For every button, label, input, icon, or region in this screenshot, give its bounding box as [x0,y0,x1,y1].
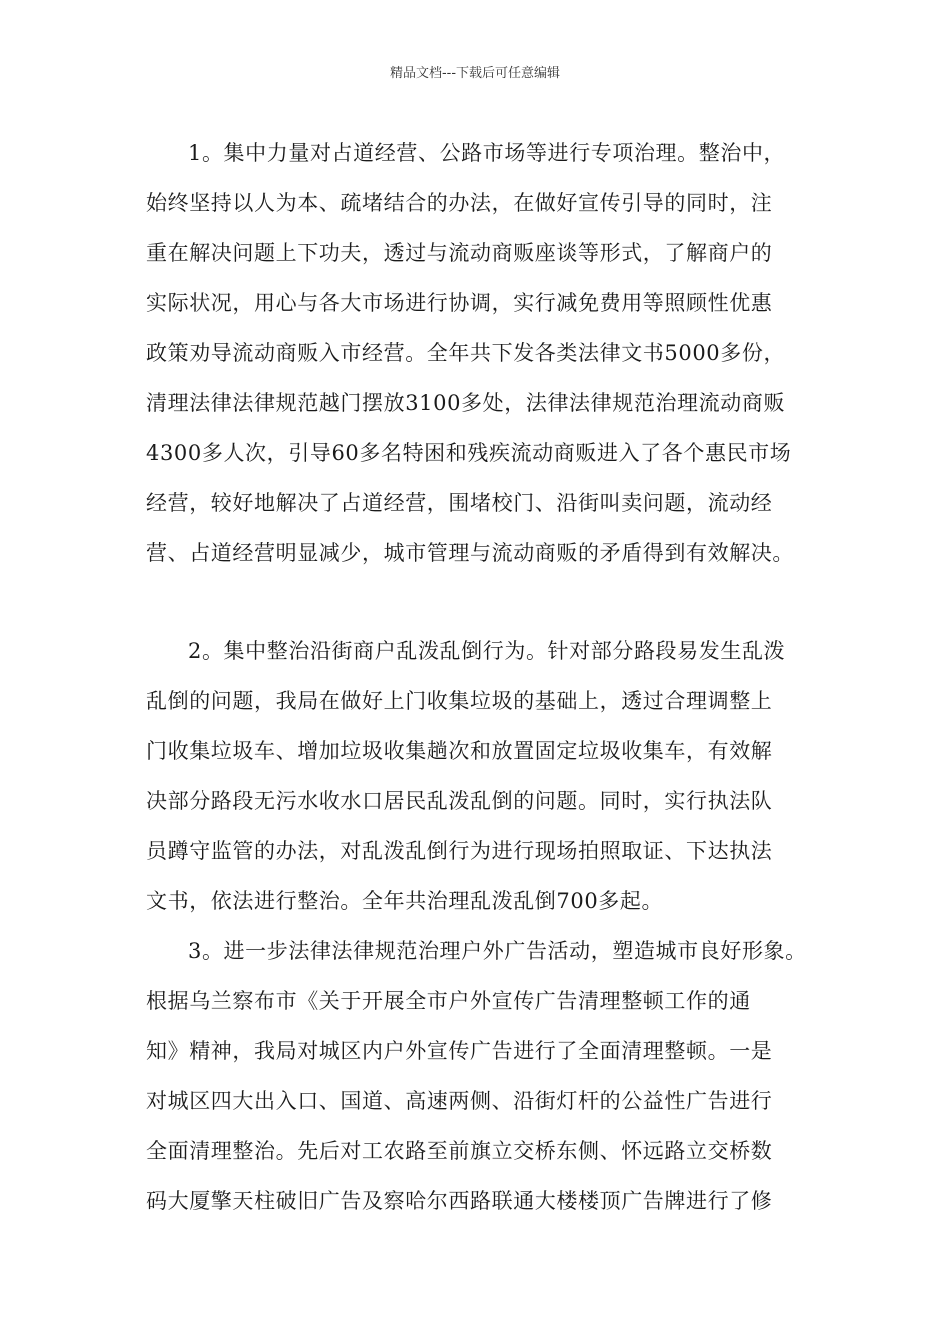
paragraph-line: 1。集中力量对占道经营、公路市场等进行专项治理。整治中， [188,141,786,165]
paragraph-line: 4300多人次，引导60多名特困和残疾流动商贩进入了各个惠民市场 [146,441,792,465]
paragraph-line: 重在解决问题上下功夫，透过与流动商贩座谈等形式，了解商户的 [146,241,773,265]
paragraph-line: 决部分路段无污水收水口居民乱泼乱倒的问题。同时，实行执法队 [146,789,773,813]
paragraph-2 [146,626,836,926]
paragraph-line: 员蹲守监管的办法，对乱泼乱倒行为进行现场拍照取证、下达执法 [146,839,773,863]
document-body [146,128,836,1226]
paragraph-line: 经营，较好地解决了占道经营，围堵校门、沿街叫卖问题，流动经 [146,491,773,515]
paragraph-line: 文书，依法进行整治。全年共治理乱泼乱倒700多起。 [146,889,664,913]
paragraph-line: 乱倒的问题，我局在做好上门收集垃圾的基础上，透过合理调整上 [146,689,773,713]
paragraph-line: 始终坚持以人为本、疏堵结合的办法，在做好宣传引导的同时，注 [146,191,773,215]
paragraph-line: 全面清理整治。先后对工农路至前旗立交桥东侧、怀远路立交桥数 [146,1139,773,1163]
paragraph-line: 政策劝导流动商贩入市经营。全年共下发各类法律文书5000多份， [146,341,786,365]
paragraph-line: 对城区四大出入口、国道、高速两侧、沿街灯杆的公益性广告进行 [146,1089,773,1113]
paragraph-line: 2。集中整治沿街商户乱泼乱倒行为。针对部分路段易发生乱泼 [188,639,786,663]
paragraph-line: 营、占道经营明显减少，城市管理与流动商贩的矛盾得到有效解决。 [146,541,794,565]
paragraph-1 [146,128,836,578]
paragraph-spacer [146,578,836,626]
paragraph-line: 清理法律法律规范越门摆放3100多处，法律法律规范治理流动商贩 [146,391,786,415]
page-header: 精品文档---下载后可任意编辑 [389,66,561,81]
paragraph-line: 根据乌兰察布市《关于开展全市户外宣传广告清理整顿工作的通 [146,989,751,1013]
paragraph-3 [146,926,836,1226]
paragraph-line: 门收集垃圾车、增加垃圾收集趟次和放置固定垃圾收集车，有效解 [146,739,773,763]
paragraph-line: 码大厦擎天柱破旧广告及察哈尔西路联通大楼楼顶广告牌进行了修 [146,1189,773,1213]
paragraph-line: 3。进一步法律法律规范治理户外广告活动，塑造城市良好形象。 [188,939,807,963]
paragraph-line: 实际状况，用心与各大市场进行协调，实行减免费用等照顾性优惠 [146,291,773,315]
paragraph-line: 知》精神，我局对城区内户外宣传广告进行了全面清理整顿。一是 [146,1039,773,1063]
